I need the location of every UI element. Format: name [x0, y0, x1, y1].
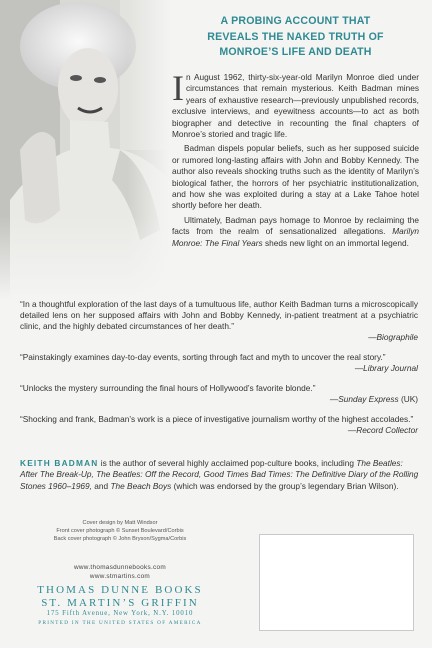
quote-source: —Sunday Express (UK): [329, 394, 418, 404]
drop-cap: I: [172, 68, 184, 108]
book-title-beach-boys: The Beach Boys: [110, 480, 172, 491]
publisher-urls: [40, 563, 200, 581]
barcode-box: [259, 534, 414, 631]
quote-source: —Biographile: [368, 332, 418, 342]
book-title: Marilyn Monroe: The Final Years: [172, 226, 419, 248]
publisher-block: [30, 584, 210, 628]
quote-text: “Shocking and frank, Badman’s work is a piece of investigative journalism worthy of the highest accolades.”: [20, 414, 414, 424]
credit-front-photo: Front cover photograph © Sunset Boulevard/Corbis: [56, 528, 184, 535]
description-text-3a: Ultimately, Badman pays homage to Monroe by reclaiming the facts from the realm of sensationalized allegations.: [172, 214, 419, 237]
description-text-3b: sheds new light on an immortal legend.: [262, 237, 409, 248]
review-quote: [20, 352, 418, 374]
headline: [168, 14, 423, 61]
description-text-1: n August 1962, thirty-six-year-old Marilyn Monroe died under circumstances that remain mysterious. Keith Badman mines years of exhaustive research—previously unpublished records, exclusive interviews, and eyewitness accounts—to act as both biographer and detective in recounting the final chapters of Monroe’s storied and tragic life.: [172, 72, 419, 140]
book-list: The Beatles: After The Break-Up, The Beatles: Off the Record, Good Times Bad Times: The Definitive Diary of the Rolling Stones 1960–1969,: [20, 458, 419, 491]
review-quote: [20, 383, 418, 405]
quote-source: —Library Journal: [354, 363, 418, 373]
publisher-address: 175 Fifth Avenue, New York, N.Y. 10010: [46, 610, 194, 617]
headline-line-2: REVEALS THE NAKED TRUTH OF: [207, 30, 384, 43]
url-stmartins: www.stmartins.com: [89, 573, 151, 580]
review-quote: [20, 414, 418, 436]
quote-text: “Painstakingly examines day-to-day events, sorting through fact and myth to uncover the real story.”: [20, 352, 386, 362]
quote-text: “Unlocks the mystery surrounding the final hours of Hollywood’s favorite blonde.”: [20, 383, 316, 393]
author-photo-monroe: [0, 0, 170, 300]
author-bio: KEITH BADMAN is the author of several highly acclaimed pop-culture books, including The Beatles: After The Break-Up, The Beatles: Off the Record, Good Times Bad Times: The Definitive Diary of the Rolling Stones 1960–1969, and The Beach Boys (which was endorsed by the group’s legendary Brian Wilson).: [20, 458, 419, 491]
description-paragraph-2: Badman dispels popular beliefs, such as her supposed suicide or rumored long-lasting affairs with John and Bobby Kennedy. The author also reveals shocking truths such as the identity of Marilyn’s biological father, the horrors of her psychiatric institutionalization, and how she was exploited during a stay at a Lake Tahoe hotel shortly before her death.: [172, 143, 419, 211]
review-quote: [20, 299, 418, 343]
credit-back-photo: Back cover photograph © John Bryson/Sygma/Corbis: [53, 536, 187, 543]
url-thomasdunne: www.thomasdunnebooks.com: [73, 564, 167, 571]
headline-line-1: A PROBING ACCOUNT THAT: [220, 15, 371, 27]
publisher-name-2: ST. MARTIN’S GRIFFIN: [41, 597, 199, 609]
printed-in: PRINTED IN THE UNITED STATES OF AMERICA: [38, 620, 202, 626]
quote-text: “In a thoughtful exploration of the last days of a tumultuous life, author Keith Badman turns a microscopically detailed lens on her supposed affairs with John and Bobby Kennedy, in-patient treatment at a psychiatric clinic, and the highly debated circumstances of her death.”: [20, 299, 418, 331]
review-quotes: [20, 299, 418, 445]
credit-design: Cover design by Matt Windsor: [82, 520, 158, 526]
description-paragraph-3: [172, 215, 419, 249]
author-name: KEITH BADMAN: [20, 458, 99, 468]
quote-source: —Record Collector: [347, 425, 418, 435]
cover-credits: [40, 519, 200, 544]
description-paragraph-1: [172, 68, 419, 140]
book-description: [172, 68, 419, 249]
headline-line-3: MONROE’S LIFE AND DEATH: [219, 46, 372, 58]
publisher-name-1: THOMAS DUNNE BOOKS: [37, 584, 203, 596]
